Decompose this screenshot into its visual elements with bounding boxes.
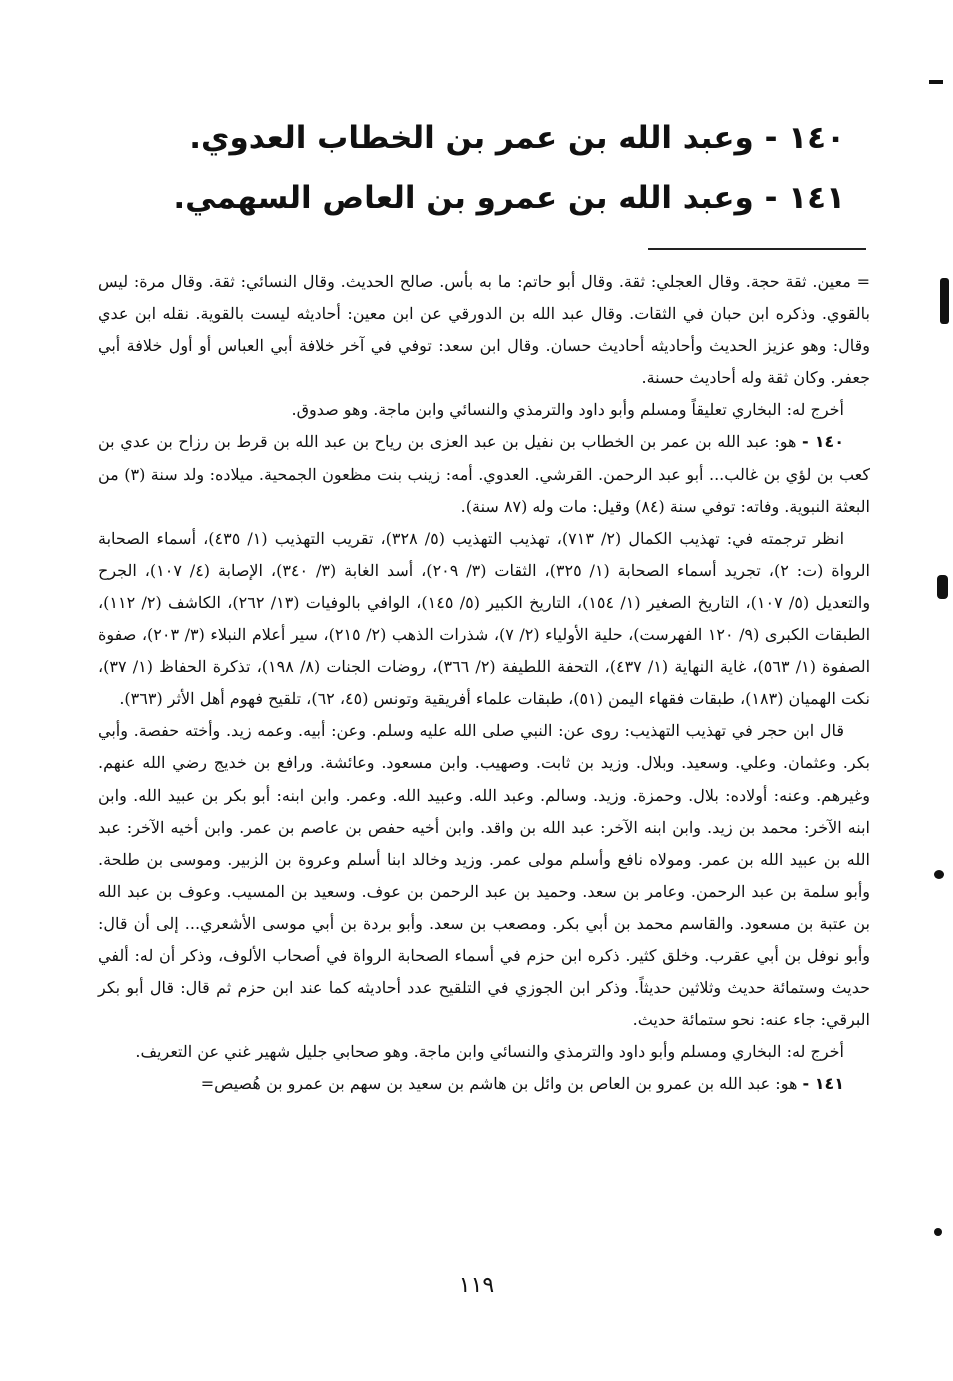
footnote-number: ١٤٠ - xyxy=(802,432,844,452)
page-number: ١١٩ xyxy=(458,1273,495,1298)
footnote-paragraph: أخرج له: البخاري ومسلم وأبو داود والترمذي والنسائي وابن ماجة. وهو صحابي جليل شهير غني عن التعريف. xyxy=(135,1042,844,1062)
footnotes xyxy=(98,266,870,1100)
scan-mark xyxy=(934,1228,942,1236)
footnote-paragraph: أخرج له: البخاري تعليقاً ومسلم وأبو داود والترمذي والنسائي وابن ماجة. وهو صدوق. xyxy=(291,400,844,420)
footnote-separator xyxy=(648,248,866,250)
footnote-number: ١٤١ - xyxy=(802,1074,844,1094)
scan-mark xyxy=(929,80,943,84)
scan-mark xyxy=(940,278,949,324)
heading-140: ١٤٠ - وعبد الله بن عمر بن الخطاب العدوي. xyxy=(189,120,845,156)
footnote-continuation: = معين. ثقة حجة. وقال العجلي: ثقة. وقال أبو حاتم: ما به بأس. صالح الحديث. وقال النسائي: ثقة. وقال مرة: ليس بالقوي. وذكره ابن حبان في الثقات. وقال عبد الله بن الدورقي عن ابن معين: أحاديثه ليست بالقوية. نقله ابن عدي وقال: وهو عزيز الحديث وأحاديثه أحاديث حسان. وقال ابن سعد: توفي في آخر خلافة أبي العباس أو أول خلافة أبي جعفر. وكان ثقة وله أحاديث حسنة. xyxy=(98,272,871,388)
headings xyxy=(173,108,845,228)
footnote-text: هو: عبد الله بن عمرو بن العاص بن وائل بن هاشم بن سعيد بن سهم بن عمرو بن هُصيص= xyxy=(200,1074,803,1094)
footnote-paragraph: انظر ترجمته في: تهذيب الكمال (٢/ ٧١٣)، تهذيب التهذيب (٥/ ٣٢٨)، تقريب التهذيب (١/ ٤٣٥)، أسماء الصحابة الرواة (ت: ٢)، تجريد أسماء الصحابة (١/ ٣٢٥)، الثقات (٣/ ٢٠٩)، أسد الغابة (٣/ ٣٤٠)، الإصابة (٤/ ١٠٧)، الجرح والتعديل (٥/ ١٠٧)، التاريخ الصغير (١/ ١٥٤)، التاريخ الكبير (٥/ ١٤٥)، الوافي بالوفيات (١٣/ ٢٦٢)، الكاشف (٢/ ١١٢)، الطبقات الكبرى (٩/ ١٢٠ الفهرست)، حلية الأولياء (٢/ ٧)، شذرات الذهب (٢/ ٢١٥)، سير أعلام النبلاء (٣/ ٢٠٣)، صفوة الصفوة (١/ ٥٦٣)، غاية النهاية (١/ ٤٣٧)، التحفة اللطيفة (٢/ ٣٦٦)، روضات الجنات (٨/ ١٩٨)، تذكرة الحفاظ (١/ ٣٧)، نكت الهميان (١٨٣)، طبقات فقهاء اليمن (٥١)، طبقات علماء أفريقية وتونس (٤٥، ٦٢)، تلقيح فهوم أهل الأثر (٣٦٣). xyxy=(98,528,871,709)
heading-141: ١٤١ - وعبد الله بن عمرو بن العاص السهمي. xyxy=(173,180,845,216)
scan-mark xyxy=(934,870,944,879)
footnote-140 xyxy=(98,426,870,522)
footnote-141 xyxy=(98,1068,870,1100)
footnote-text: هو: عبد الله بن عمر بن الخطاب بن نفيل بن عبد العزى بن رياح بن عبد الله بن قرط بن رزاح بن عدي بن كعب بن لؤي بن غالب... أبو عبد الرحمن. القرشي. العدوي. أمه: زينب بنت مظعون الجمحية. ميلاده: ولد سنة (٣) من البعثة النبوية. وفاته: توفي سنة (٨٤) وقيل: مات وله (٨٧ سنة). xyxy=(98,432,871,516)
footnote-paragraph: قال ابن حجر في تهذيب التهذيب: روى عن: النبي صلى الله عليه وسلم. وعن: أبيه. وعمه زيد. وأخته حفصة. وأبي بكر. وعثمان. وعلي. وسعيد. وبلال. وزيد بن ثابت. وصهيب. وابن مسعود. وعائشة. ورافع بن خديج رضي الله عنهم. وغيرهم. وعنه: أولاده: بلال. وحمزة. وزيد. وسالم. وعبد الله. وعبيد الله. وعمر. وابن ابنه: أبو بكر بن عبيد الله. وابن ابنه الآخر: محمد بن زيد. وابن ابنه الآخر: عبد الله بن واقد. وابن أخيه حفص بن عاصم بن عمر. وابن أخيه الآخر: عبد الله بن عبيد الله بن عمر. ومولاه نافع وأسلم مولى عمر. وزيد وخالد ابنا أسلم وعروة بن الزبير. وموسى بن طلحة. وأبو سلمة بن عبد الرحمن. وعامر بن سعد. وحميد بن عبد الرحمن بن عوف. وسعيد بن المسيب. وعوف بن عبد الله بن عتبة بن مسعود. والقاسم محمد بن أبي بكر. ومصعب بن سعد. وأبو بردة بن أبي موسى الأشعري... إلى أن قال: وأبو نوفل بن أبي عقرب. وخلق كثير. ذكره ابن حزم في أسماء الصحابة الرواة في أصحاب الألوف، وذكر أن له: ألفي حديث وستمائة حديث وثلاثين حديثاً. وذكر ابن الجوزي في التلقيح عدد أحاديثه كما عند ابن حزم ثم قال: قال أبو بكر البرقي: جاء عنه: نحو ستمائة حديث. xyxy=(98,721,871,1030)
scan-mark xyxy=(937,575,948,599)
